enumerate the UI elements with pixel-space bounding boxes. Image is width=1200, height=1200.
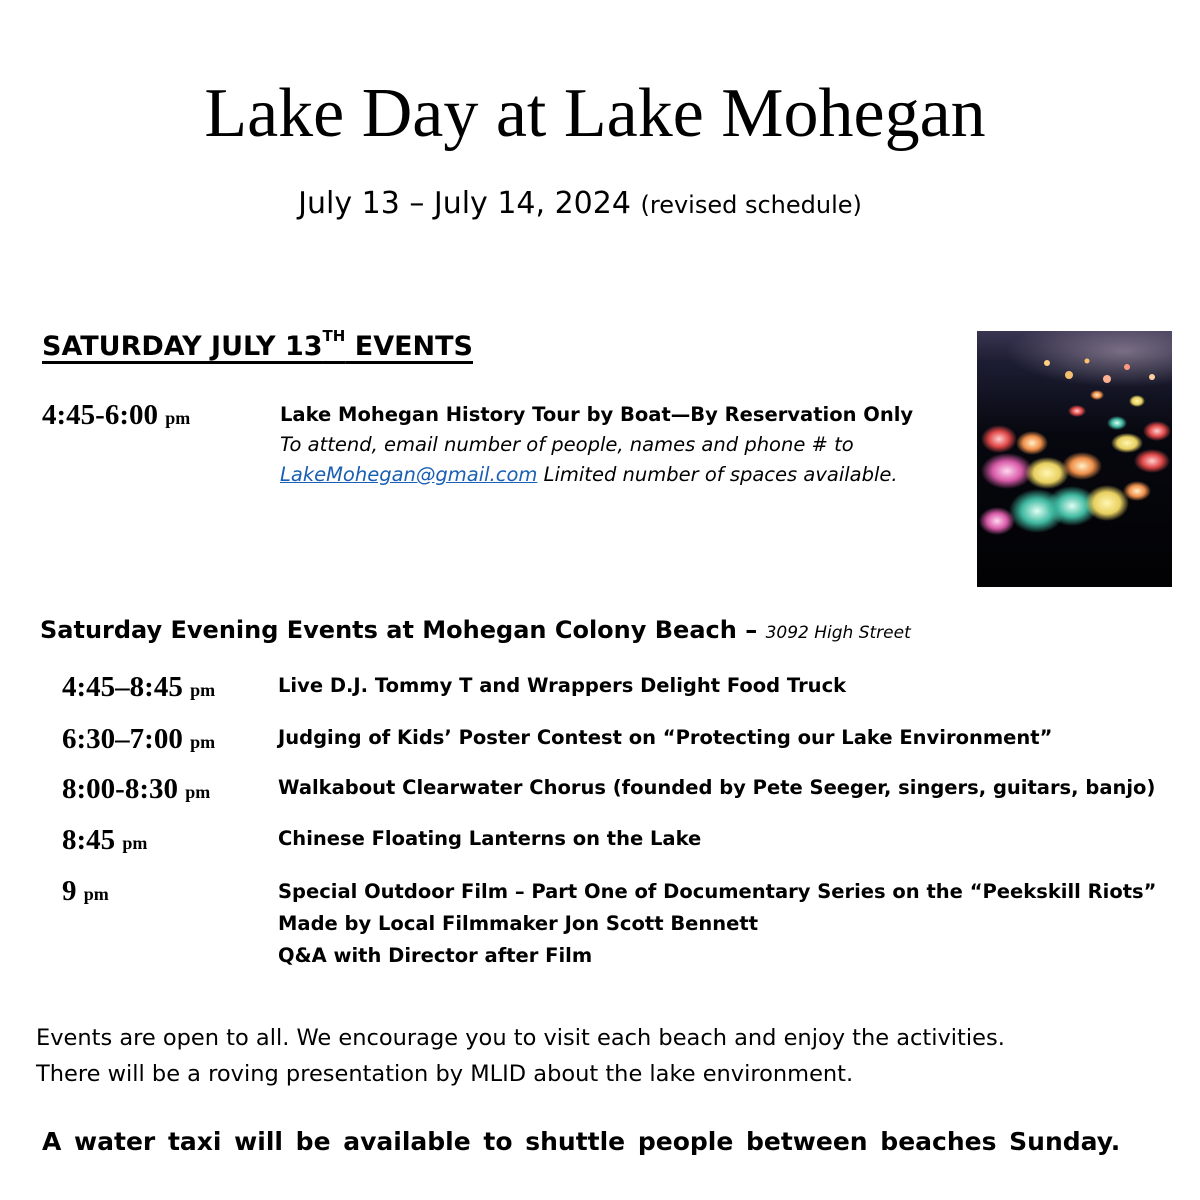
evening-heading: [40, 612, 911, 651]
tour-time: [42, 398, 190, 435]
tour-details: [280, 400, 960, 490]
lanterns-illustration: [977, 331, 1172, 587]
event-description: [278, 772, 1155, 804]
saturday-heading-text: SATURDAY JULY 13: [42, 331, 323, 362]
event-dates: [0, 184, 1160, 225]
tour-title: Lake Mohegan History Tour by Boat—By Reservation Only: [280, 403, 914, 426]
event-line: Chinese Floating Lanterns on the Lake: [278, 827, 702, 850]
saturday-heading-end: EVENTS: [345, 331, 473, 362]
event-line: Judging of Kids’ Poster Contest on “Protecting our Lake Environment”: [278, 726, 1053, 749]
event-time-ampm: pm: [190, 732, 216, 752]
water-taxi-note: A water taxi will be available to shuttle people between beaches Sunday.: [42, 1127, 1121, 1156]
event-description: [278, 876, 1156, 972]
tour-time-ampm: pm: [165, 408, 191, 428]
event-time-ampm: pm: [190, 680, 216, 700]
footer-line: Events are open to all. We encourage you to visit each beach and enjoy the activities.: [36, 1025, 1005, 1051]
evening-heading-text: Saturday Evening Events at Mohegan Colony Beach: [40, 616, 737, 644]
footer-line: There will be a roving presentation by MLID about the lake environment.: [36, 1061, 854, 1087]
footer-note: [36, 1020, 1166, 1092]
event-time-value: 6:30–7:00: [62, 723, 183, 755]
event-line: Live D.J. Tommy T and Wrappers Delight Food Truck: [278, 674, 847, 697]
tour-info: [280, 430, 960, 490]
event-time: [62, 874, 109, 911]
event-time-ampm: pm: [122, 833, 148, 853]
event-description: [278, 670, 846, 702]
event-time-ampm: pm: [83, 884, 109, 904]
event-time-value: 9: [62, 875, 77, 907]
dates-text: July 13 – July 14, 2024: [298, 186, 631, 221]
beach-address: 3092 High Street: [765, 623, 911, 643]
page-title: Lake Day at Lake Mohegan: [204, 75, 986, 152]
saturday-heading: [42, 320, 473, 367]
event-line: Made by Local Filmmaker Jon Scott Bennett: [278, 912, 759, 935]
tour-time-value: 4:45-6:00: [42, 399, 158, 431]
event-time: [62, 772, 210, 809]
event-line: Walkabout Clearwater Chorus (founded by Pete Seeger, singers, guitars, banjo): [278, 776, 1156, 799]
event-time: [62, 823, 147, 860]
event-description: [278, 722, 1052, 754]
event-description: [278, 823, 701, 855]
event-time-value: 4:45–8:45: [62, 671, 183, 703]
email-link[interactable]: LakeMohegan@gmail.com: [280, 463, 538, 486]
revised-note: (revised schedule): [640, 191, 862, 219]
floating-lanterns-photo: [977, 331, 1172, 587]
saturday-heading-suffix: TH: [322, 327, 346, 345]
tour-info-limit: Limited number of spaces available.: [537, 463, 898, 486]
event-line: Special Outdoor Film – Part One of Documentary Series on the “Peekskill Riots”: [278, 880, 1157, 903]
event-time: [62, 670, 215, 707]
event-time-value: 8:45: [62, 824, 116, 856]
event-line: Q&A with Director after Film: [278, 944, 593, 967]
event-time-value: 8:00-8:30: [62, 773, 178, 805]
evening-heading-dash: –: [736, 616, 766, 644]
event-time-ampm: pm: [185, 782, 211, 802]
tour-info-text: To attend, email number of people, names and phone # to: [280, 433, 854, 456]
event-time: [62, 722, 215, 759]
